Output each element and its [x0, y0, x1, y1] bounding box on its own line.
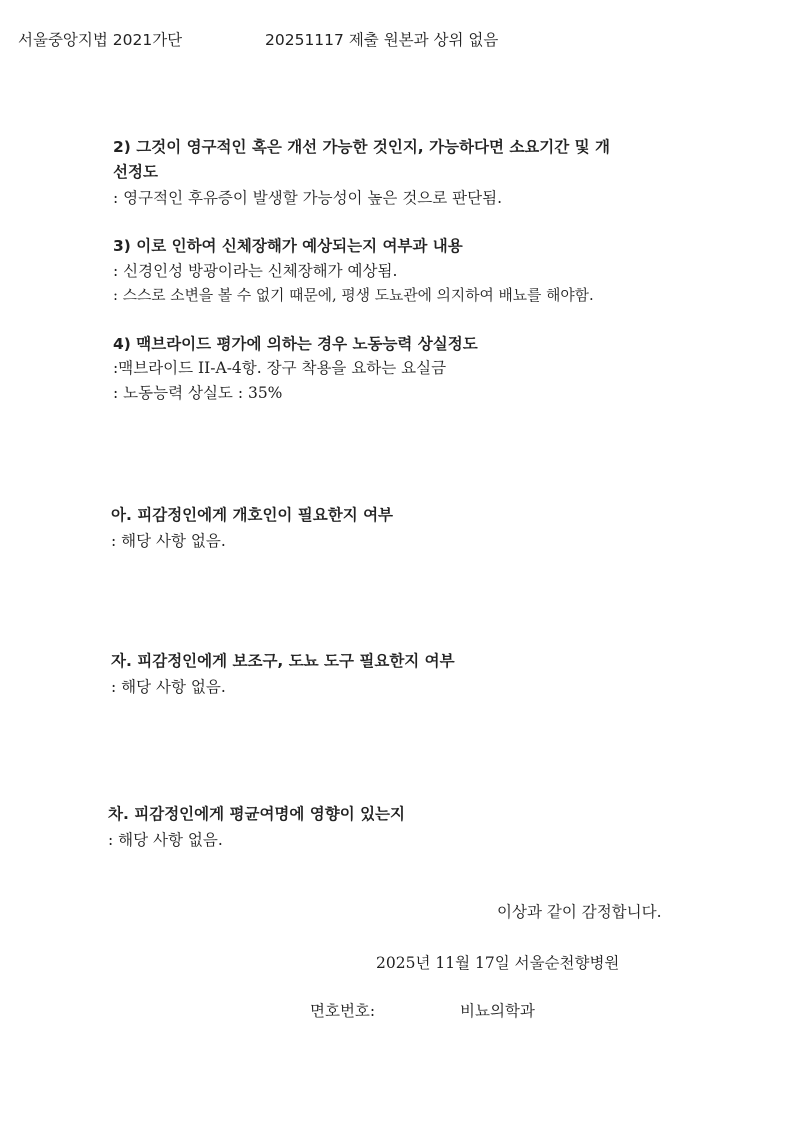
section-text: : 해당 사항 없음. [111, 532, 226, 550]
section-text: : 해당 사항 없음. [111, 678, 226, 696]
section-heading: 자. 피감정인에게 보조구, 도뇨 도구 필요한지 여부 [111, 652, 455, 670]
closing-date-place: 2025년 11월 17일 서울순천향병원 [376, 954, 620, 972]
section-heading: 4) 맥브라이드 평가에 의하는 경우 노동능력 상실정도 [113, 335, 478, 353]
license-label: 면호번호: [310, 1002, 376, 1020]
section-text: : 영구적인 후유증이 발생할 가능성이 높은 것으로 판단됨. [113, 189, 503, 207]
section-text: :맥브라이드 II-A-4항. 장구 착용을 요하는 요실금 [113, 359, 447, 377]
section-heading-cont: 선정도 [113, 163, 158, 181]
section-heading: 차. 피감정인에게 평균여명에 영향이 있는지 [108, 805, 405, 823]
section-text: : 스스로 소변을 볼 수 없기 때문에, 평생 도뇨관에 의지하여 배뇨를 해야함. [113, 287, 594, 304]
header-case-number: 서울중앙지법 2021가단 [18, 31, 183, 49]
section-heading: 2) 그것이 영구적인 혹은 개선 가능한 것인지, 가능하다면 소요기간 및 개 [113, 138, 610, 156]
header-submission-stamp: 20251117 제출 원본과 상위 없음 [265, 31, 499, 49]
department: 비뇨의학과 [460, 1002, 535, 1020]
section-heading: 3) 이로 인하여 신체장해가 예상되는지 여부과 내용 [113, 237, 463, 255]
section-text: : 신경인성 방광이라는 신체장해가 예상됨. [113, 262, 398, 280]
section-heading: 아. 피감정인에게 개호인이 필요한지 여부 [111, 506, 394, 524]
closing-statement: 이상과 같이 감정합니다. [497, 903, 662, 921]
section-text: : 해당 사항 없음. [108, 831, 223, 849]
section-text: : 노동능력 상실도 : 35% [113, 384, 283, 402]
